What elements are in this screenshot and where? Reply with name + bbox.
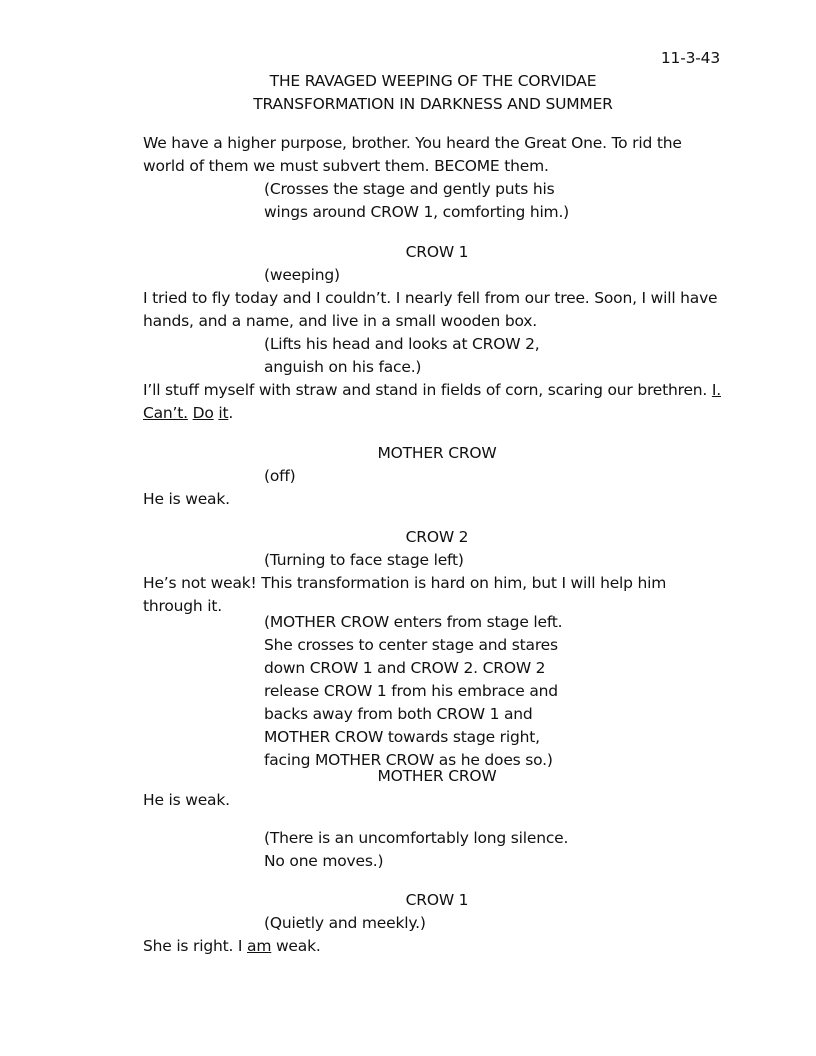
dialogue-3-text: I’ll stuff myself with straw and stand in fields of corn, scaring our brethren. [143,381,708,399]
emphasis-do: Do [192,404,214,422]
parenthetical-quietly: (Quietly and meekly.) [264,914,426,932]
dialogue-3-end: . [228,404,234,422]
emphasis-am: am [247,937,272,955]
emphasis-cant: Can’t. [143,404,188,422]
emphasis-i: I. [711,381,721,399]
parenthetical-turning: (Turning to face stage left) [264,551,464,569]
dialogue-6: He is weak. [143,791,230,809]
dialogue-3 [143,379,723,425]
character-crow-2: CROW 2 [405,528,469,546]
stage-direction-3: (MOTHER CROW enters from stage left. She crosses to center stage and stares down CROW 1 and CROW 2. CROW 2 release CROW 1 from his embrace and backs away from both CROW 1 and MOTHER CROW towards stage right, facing MOTHER CROW as he does so.) [264,613,563,769]
stage-direction-4: (There is an uncomfortably long silence. No one moves.) [264,829,569,870]
parenthetical-off: (off) [264,467,296,485]
dialogue-7-post: weak. [275,937,321,955]
page-number: 11-3-43 [660,49,720,67]
stage-direction-2: (Lifts his head and looks at CROW 2, anguish on his face.) [264,335,540,376]
dialogue-5: He’s not weak! This transformation is hard on him, but I will help him through it. [143,574,667,615]
title-line-2: TRANSFORMATION IN DARKNESS AND SUMMER [253,95,613,113]
stage-direction-1: (Crosses the stage and gently puts his wings around CROW 1, comforting him.) [264,180,570,221]
dialogue-7-pre: She is right. I [143,937,243,955]
dialogue-2: I tried to fly today and I couldn’t. I nearly fell from our tree. Soon, I will have hands, and a name, and live in a small wooden box. [143,289,718,330]
character-crow-1-b: CROW 1 [405,891,469,909]
title-line-1: THE RAVAGED WEEPING OF THE CORVIDAE [269,72,597,90]
emphasis-it: it [218,404,229,422]
character-mother-crow-2: MOTHER CROW [377,767,497,785]
dialogue-4: He is weak. [143,490,230,508]
character-mother-crow-1: MOTHER CROW [377,444,497,462]
dialogue-7 [143,935,723,958]
character-crow-1: CROW 1 [405,243,469,261]
parenthetical-weeping: (weeping) [264,266,340,284]
dialogue-1: We have a higher purpose, brother. You heard the Great One. To rid the world of them we must subvert them. BECOME them. [143,134,682,175]
